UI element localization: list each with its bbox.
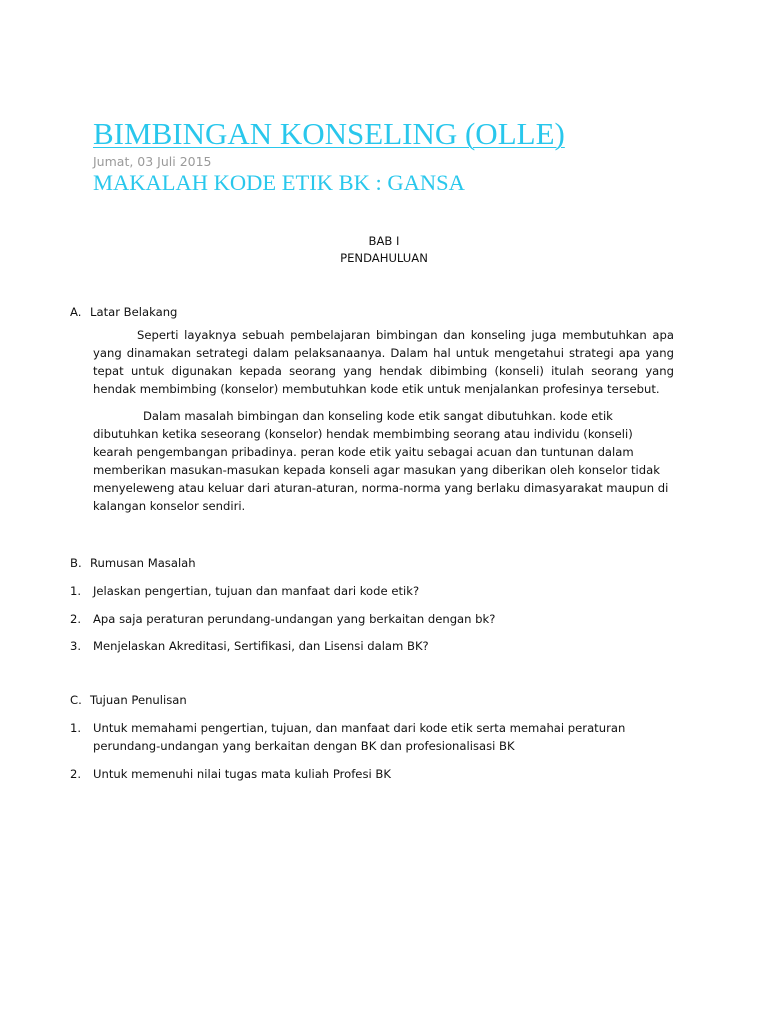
list-item xyxy=(70,582,674,600)
section-heading-a xyxy=(70,305,177,319)
list-text: Untuk memahami pengertian, tujuan, dan manfaat dari kode etik serta memahai peraturan perundang-undangan yang berkaitan dengan BK dan profesionalisasi BK xyxy=(93,721,626,753)
section-heading-b xyxy=(70,556,196,570)
list-text: Menjelaskan Akreditasi, Sertifikasi, dan Lisensi dalam BK? xyxy=(93,639,429,653)
list-number: 1. xyxy=(70,721,82,735)
blog-title-link[interactable]: BIMBINGAN KONSELING (OLLE) xyxy=(93,116,565,151)
list-text: Untuk memenuhi nilai tugas mata kuliah Profesi BK xyxy=(93,767,391,781)
section-title: Rumusan Masalah xyxy=(90,556,196,570)
paragraph-background-1 xyxy=(93,326,674,398)
chapter-title: PENDAHULUAN xyxy=(340,251,428,265)
section-marker: A. xyxy=(70,305,82,319)
list-item xyxy=(70,637,674,655)
list-number: 2. xyxy=(70,612,82,626)
post-date: Jumat, 03 Juli 2015 xyxy=(93,154,212,169)
list-item xyxy=(70,765,674,783)
section-heading-c xyxy=(70,693,187,707)
section-title: Latar Belakang xyxy=(90,305,178,319)
paragraph-background-2 xyxy=(93,407,674,515)
list-number: 2. xyxy=(70,767,82,781)
list-text: Jelaskan pengertian, tujuan dan manfaat dari kode etik? xyxy=(93,584,420,598)
list-item xyxy=(70,610,674,628)
chapter-label: BAB I xyxy=(368,234,400,248)
list-number: 3. xyxy=(70,639,82,653)
paragraph-text: Dalam masalah bimbingan dan konseling kode etik sangat dibutuhkan. kode etik dibutuhkan ketika seseorang (konselor) hendak membimbing seorang atau individu (konseli) kearah pengembangan pribadinya. peran kode etik yaitu sebagai acuan dan tuntunan dalam memberikan masukan-masukan kepada konseli agar masukan yang diberikan oleh konselor tidak menyeleweng atau keluar dari aturan-aturan, norma-norma yang berlaku dimasyarakat maupun di kalangan konselor sendiri. xyxy=(93,408,669,513)
list-text: Apa saja peraturan perundang-undangan yang berkaitan dengan bk? xyxy=(93,612,496,626)
section-marker: B. xyxy=(70,556,82,570)
section-title: Tujuan Penulisan xyxy=(90,693,187,707)
section-marker: C. xyxy=(70,693,82,707)
paragraph-text: Seperti layaknya sebuah pembelajaran bimbingan dan konseling juga membutuhkan apa yang dinamakan setrategi dalam pelaksanaanya. Dalam hal untuk mengetahui strategi apa yang tepat untuk digunakan kepada seorang yang hendak dibimbing (konseli) itulah seorang yang hendak membimbing (konselor) membutuhkan kode etik untuk menjalankan profesinya tersebut. xyxy=(93,327,674,396)
post-title: MAKALAH KODE ETIK BK : GANSA xyxy=(93,170,465,195)
list-item xyxy=(70,719,674,755)
list-number: 1. xyxy=(70,584,82,598)
